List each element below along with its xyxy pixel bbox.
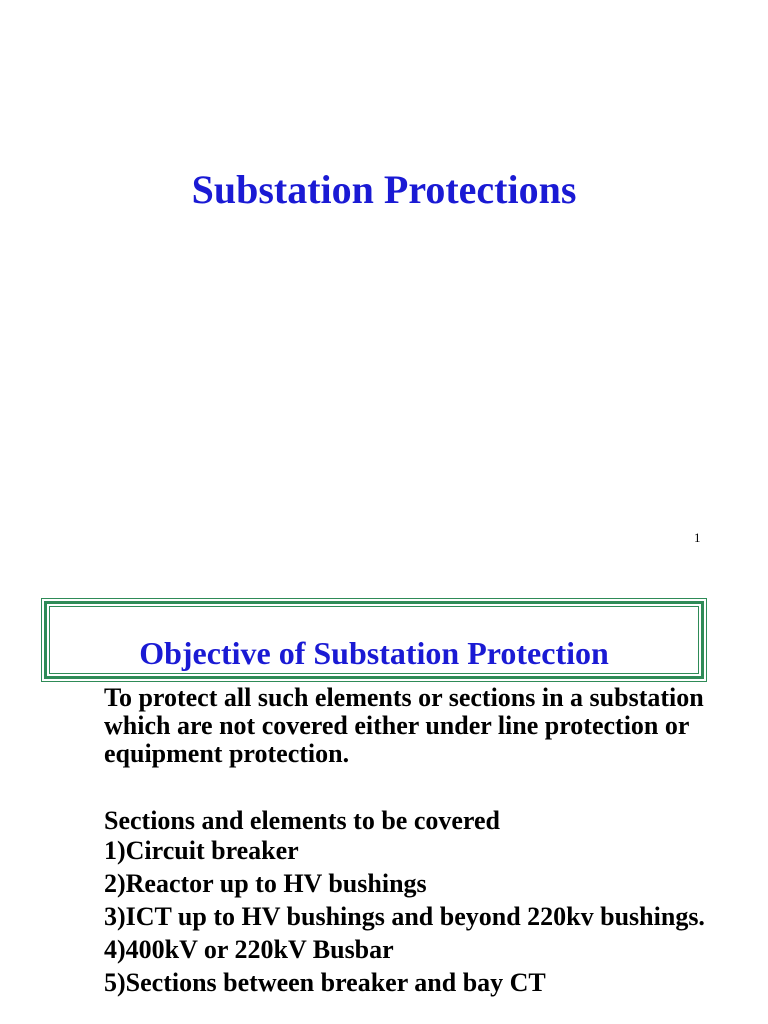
list-item: 2)Reactor up to HV bushings <box>104 869 427 898</box>
list-item: 1)Circuit breaker <box>104 836 299 865</box>
list-item: 5)Sections between breaker and bay CT <box>104 968 546 997</box>
list-item: 3)ICT up to HV bushings and beyond 220kv bushings. <box>104 902 705 931</box>
slide-title: Substation Protections <box>191 167 577 212</box>
page-number: 1 <box>694 530 701 545</box>
list-heading: Sections and elements to be covered <box>104 806 500 835</box>
section-title: Objective of Substation Protection <box>139 635 609 671</box>
slide-body <box>104 684 744 1002</box>
list-item: 4)400kV or 220kV Busbar <box>104 935 394 964</box>
section-title-frame <box>41 598 707 682</box>
covered-elements-list <box>104 837 744 997</box>
intro-paragraph: To protect all such elements or sections in a substation which are not covered either under line protection or equipment protection. <box>104 683 704 768</box>
